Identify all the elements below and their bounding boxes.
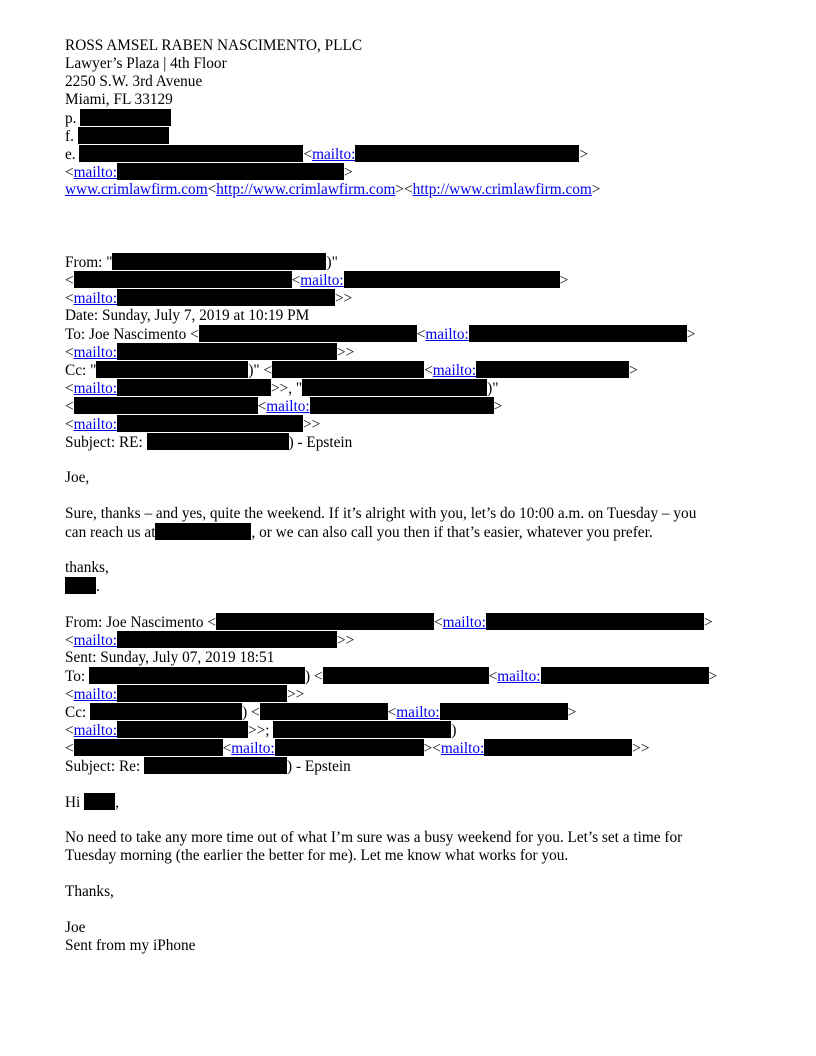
redaction-bar (302, 379, 487, 396)
redaction-bar (476, 361, 629, 378)
angle-bracket: < (65, 722, 74, 739)
punctuation: ) (451, 722, 457, 739)
firm-address-line1: Lawyer’s Plaza | 4th Floor (65, 55, 227, 72)
redaction-bar (117, 415, 303, 432)
subject-label: Subject: Re: (65, 758, 145, 775)
angle-bracket: < (65, 740, 74, 757)
redaction-bar (117, 379, 271, 396)
redaction-bar (440, 703, 568, 720)
redaction-bar (74, 271, 292, 288)
mailto-link[interactable]: mailto: (73, 632, 117, 649)
original-cc-line (65, 703, 576, 721)
angle-bracket: < (65, 632, 74, 649)
angle-bracket: > (567, 704, 577, 721)
angle-bracket: > (493, 398, 503, 415)
original-device-signature: Sent from my iPhone (65, 937, 196, 954)
reply-greeting: Joe, (65, 469, 90, 486)
angle-bracket: > (579, 146, 589, 163)
mailto-link[interactable]: mailto: (440, 740, 485, 757)
redaction-bar (216, 613, 434, 630)
punctuation: )" < (248, 362, 273, 379)
redaction-bar (74, 397, 258, 414)
firm-name: ROSS AMSEL RABEN NASCIMENTO, PLLC (65, 37, 363, 54)
reply-cc-line3 (65, 397, 502, 415)
phone-label: p. (65, 110, 77, 127)
reply-from-line2 (65, 271, 568, 289)
angle-bracket: < (65, 398, 74, 415)
mailto-link[interactable]: mailto: (73, 164, 117, 181)
original-body-line2: Tuesday morning (the earlier the better for me). Let me know what works for you. (65, 847, 569, 864)
to-label: To: Joe Nascimento < (65, 326, 199, 343)
original-cc-line2 (65, 721, 456, 739)
reply-date-line: Date: Sunday, July 7, 2019 at 10:19 PM (65, 307, 310, 324)
angle-bracket: < (433, 614, 443, 631)
reply-body-line2 (65, 523, 653, 541)
redaction-bar (344, 271, 560, 288)
angle-bracket: < (291, 272, 301, 289)
redaction-bar (84, 793, 115, 810)
mailto-link[interactable]: mailto: (266, 398, 310, 415)
redaction-bar (80, 109, 171, 126)
punctuation: . (96, 578, 100, 595)
website-url-link[interactable]: http://www.crimlawfirm.com (412, 181, 592, 198)
angle-bracket: > (703, 614, 713, 631)
reply-body-line1: Sure, thanks – and yes, quite the weekend. If it’s alright with you, let’s do 10:00 a.m. on Tuesday – you (65, 505, 697, 522)
angle-bracket: > (708, 668, 718, 685)
punctuation: >>; (247, 722, 274, 739)
mailto-link[interactable]: mailto: (73, 416, 117, 433)
angle-bracket: < (424, 362, 433, 379)
redaction-bar (144, 757, 287, 774)
reply-to-line (65, 325, 695, 343)
redaction-bar (89, 667, 305, 684)
redaction-bar (486, 613, 704, 630)
from-label: From: Joe Nascimento < (65, 614, 216, 631)
reply-signoff: thanks, (65, 559, 109, 576)
cc-label: Cc: (65, 704, 87, 721)
body-text: can reach us at (65, 524, 156, 541)
angle-bracket: < (207, 181, 217, 198)
firm-fax-line (65, 127, 169, 145)
original-cc-line3 (65, 739, 650, 757)
angle-bracket: < (488, 668, 498, 685)
website-link[interactable]: www.crimlawfirm.com (65, 181, 208, 198)
from-label: From: " (65, 254, 113, 271)
original-body-line1: No need to take any more time out of what I’m sure was a busy weekend for you. Let’s set a time for (65, 829, 683, 846)
redaction-bar (117, 289, 335, 306)
reply-from-line (65, 253, 338, 271)
firm-phone-line (65, 109, 171, 127)
redaction-bar (65, 577, 96, 594)
angle-bracket: < (65, 416, 74, 433)
redaction-bar (117, 343, 337, 360)
original-sender-name: Joe (65, 919, 86, 936)
reply-cc-line (65, 361, 638, 379)
redaction-bar (117, 721, 248, 738)
reply-subject-line (65, 433, 352, 451)
angle-bracket: < (65, 272, 74, 289)
redaction-bar (260, 703, 388, 720)
mailto-link[interactable]: mailto: (300, 272, 344, 289)
punctuation: , (115, 794, 119, 811)
firm-address-line2: 2250 S.W. 3rd Avenue (65, 73, 203, 90)
subject-text: ) - Epstein (288, 434, 353, 451)
original-from-line (65, 613, 713, 631)
redaction-bar (96, 361, 248, 378)
punctuation: ) < (242, 704, 260, 721)
original-to-line (65, 667, 717, 685)
mailto-link[interactable]: mailto: (73, 290, 117, 307)
redaction-bar (155, 523, 251, 540)
angle-bracket: < (65, 686, 74, 703)
mailto-link[interactable]: mailto: (73, 344, 117, 361)
redaction-bar (541, 667, 709, 684)
mailto-link[interactable]: mailto: (231, 740, 275, 757)
angle-bracket: < (387, 704, 397, 721)
redaction-bar (147, 433, 289, 450)
original-to-line2 (65, 685, 304, 703)
redaction-bar (112, 253, 326, 270)
redaction-bar (355, 145, 579, 162)
redaction-bar (469, 325, 687, 342)
angle-bracket: >> (286, 686, 305, 703)
punctuation: )" (487, 380, 499, 397)
original-signoff: Thanks, (65, 883, 114, 900)
angle-bracket: < (65, 380, 74, 397)
angle-bracket: < (303, 146, 313, 163)
firm-email-line (65, 145, 588, 163)
redaction-bar (323, 667, 489, 684)
angle-bracket: > (591, 181, 601, 198)
mailto-link[interactable]: mailto: (73, 722, 117, 739)
angle-bracket: < (416, 326, 426, 343)
punctuation: >>, " (270, 380, 303, 397)
angle-bracket: >< (395, 181, 413, 198)
redaction-bar (74, 739, 223, 756)
reply-cc-line2 (65, 379, 498, 397)
angle-bracket: > (629, 362, 638, 379)
redaction-bar (272, 361, 424, 378)
angle-bracket: > (343, 164, 353, 181)
firm-website-line (65, 181, 600, 199)
mailto-link[interactable]: mailto: (396, 704, 440, 721)
punctuation: ) < (305, 668, 323, 685)
angle-bracket: >> (302, 416, 321, 433)
redaction-bar (117, 685, 287, 702)
redaction-bar (90, 703, 242, 720)
angle-bracket: >> (632, 740, 650, 757)
reply-from-line3 (65, 289, 352, 307)
angle-bracket: >> (334, 290, 353, 307)
website-url-link[interactable]: http://www.crimlawfirm.com (216, 181, 396, 198)
reply-cc-line4 (65, 415, 320, 433)
original-subject-line (65, 757, 351, 775)
redaction-bar (117, 631, 337, 648)
mailto-link[interactable]: mailto: (442, 614, 486, 631)
redaction-bar (117, 163, 344, 180)
reply-to-line2 (65, 343, 354, 361)
redaction-bar (275, 739, 424, 756)
cc-label: Cc: " (65, 362, 97, 379)
reply-signature (65, 577, 100, 595)
redaction-bar (310, 397, 494, 414)
angle-bracket: >< (423, 740, 441, 757)
angle-bracket: < (222, 740, 232, 757)
angle-bracket: > (559, 272, 569, 289)
redaction-bar (78, 127, 169, 144)
angle-bracket: >> (336, 632, 355, 649)
angle-bracket: >> (336, 344, 355, 361)
mailto-link[interactable]: mailto: (312, 146, 356, 163)
subject-text: ) - Epstein (287, 758, 351, 775)
body-text: , or we can also call you then if that’s easier, whatever you prefer. (251, 524, 653, 541)
mailto-link[interactable]: mailto: (425, 326, 469, 343)
redaction-bar (199, 325, 417, 342)
angle-bracket: < (65, 164, 74, 181)
mailto-link[interactable]: mailto: (73, 686, 117, 703)
firm-city: Miami, FL 33129 (65, 91, 173, 108)
mailto-link[interactable]: mailto: (497, 668, 541, 685)
greeting-text: Hi (65, 794, 85, 811)
original-greeting (65, 793, 119, 811)
email-label: e. (65, 146, 76, 163)
angle-bracket: < (257, 398, 267, 415)
mailto-link[interactable]: mailto: (73, 380, 117, 397)
subject-label: Subject: RE: (65, 434, 147, 451)
redaction-bar (484, 739, 632, 756)
to-label: To: (65, 668, 86, 685)
angle-bracket: < (65, 344, 74, 361)
firm-email-line2 (65, 163, 353, 181)
original-sent-line: Sent: Sunday, July 07, 2019 18:51 (65, 649, 275, 666)
fax-label: f. (65, 128, 74, 145)
punctuation: )" (326, 254, 338, 271)
angle-bracket: > (686, 326, 696, 343)
original-from-line2 (65, 631, 354, 649)
redaction-bar (273, 721, 451, 738)
redaction-bar (79, 145, 303, 162)
angle-bracket: < (65, 290, 74, 307)
mailto-link[interactable]: mailto: (432, 362, 477, 379)
